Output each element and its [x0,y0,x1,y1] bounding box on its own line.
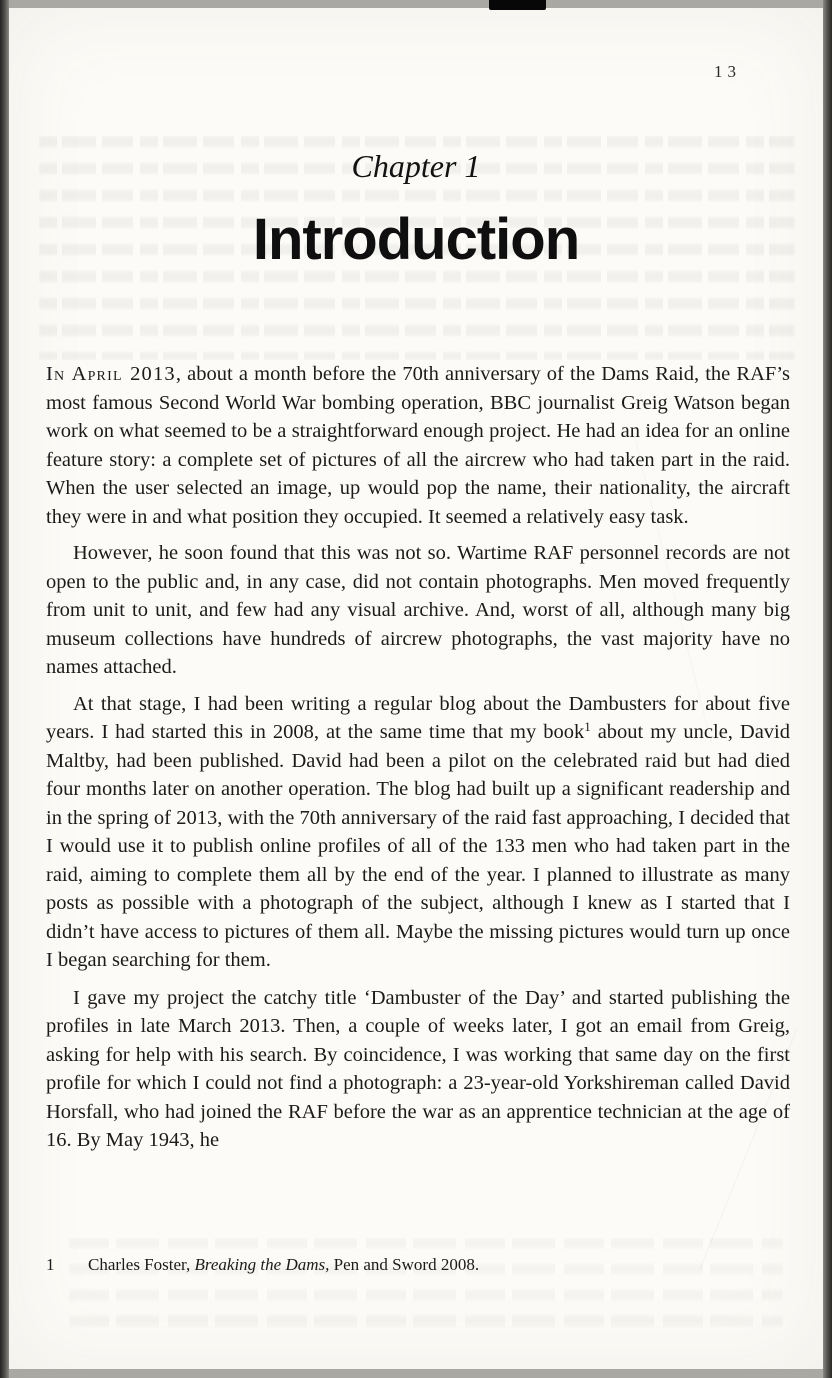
paragraph-4: I gave my project the catchy title ‘Dambuster of the Day’ and started publishing the profiles in late March 2013. Then, a couple of weeks later, I got an email from Greig, asking for help with his search. By coincidence, I was working that same day on the first profile for which I could not find a photograph: a 23-year-old Yorkshireman called David Horsfall, who had joined the RAF before the war as an apprentice technician at the age of 16. By May 1943, he [46,986,790,1151]
footnote-text-pre: Charles Foster, [88,1255,195,1274]
paragraph-3-text-before: At that stage, I had been writing a regular blog about the Dambusters for about five years. I had started this in 2008, at the same time that my book [46,692,790,743]
chapter-title: Introduction [252,207,580,272]
page-number: 13 [714,62,741,81]
footnote-number: 1 [46,1255,55,1274]
paragraph-3 [46,690,790,975]
chapter-label: Chapter 1 [351,148,481,184]
paragraph-1-text: , about a month before the 70th anniversary of the Dams Raid, the RAF’s most famous Second World War bombing operation, BBC journalist Greig Watson began work on what seemed to be a straightforward enough project. He had an idea for an online feature story: a complete set of pictures of all the aircrew who had taken part in the raid. When the user selected an image, up would pop the name, their nationality, the aircraft they were in and what position they occupied. It seemed a relatively easy task. [46,363,790,528]
footnote-text [88,1255,479,1274]
footnote-book-title: Breaking the Dams, [194,1255,330,1274]
paragraph-1 [46,360,790,531]
book-page [9,8,823,1369]
scan-edge-left [0,0,9,1378]
body-text [46,360,790,1155]
footnote-text-post: Pen and Sword 2008. [329,1255,480,1274]
paragraph-3-text-after: about my uncle, David Maltby, had been published. David had been a pilot on the celebrated raid but had died four months later on another operation. The blog had built up a significant readership and in the spring of 2013, with the 70th anniversary of the raid fast approaching, I decided that I would use it to publish online profiles of all of the 133 men who had taken part in the raid, aiming to complete them all by the end of the year. I planned to illustrate as many posts as possible with a photograph of the subject, although I knew as I started that I didn’t have access to pictures of them all. Maybe the missing pictures would turn up once I began searching for them. [46,721,790,971]
footnote-reference-marker: 1 [584,719,591,734]
scan-edge-right [823,0,832,1378]
lead-small-caps: In April 2013 [46,363,176,385]
footnote [46,1254,790,1276]
paragraph-2: However, he soon found that this was not so. Wartime RAF personnel records are not open to the public and, in any case, did not contain photographs. Men moved frequently from unit to unit, and few had any visual archive. And, worst of all, although many big museum collections have hundreds of aircrew photographs, the vast majority have no names attached. [46,542,790,678]
scan-binding-mark [489,0,546,10]
showthrough-text-artifact-lower [69,1238,783,1328]
